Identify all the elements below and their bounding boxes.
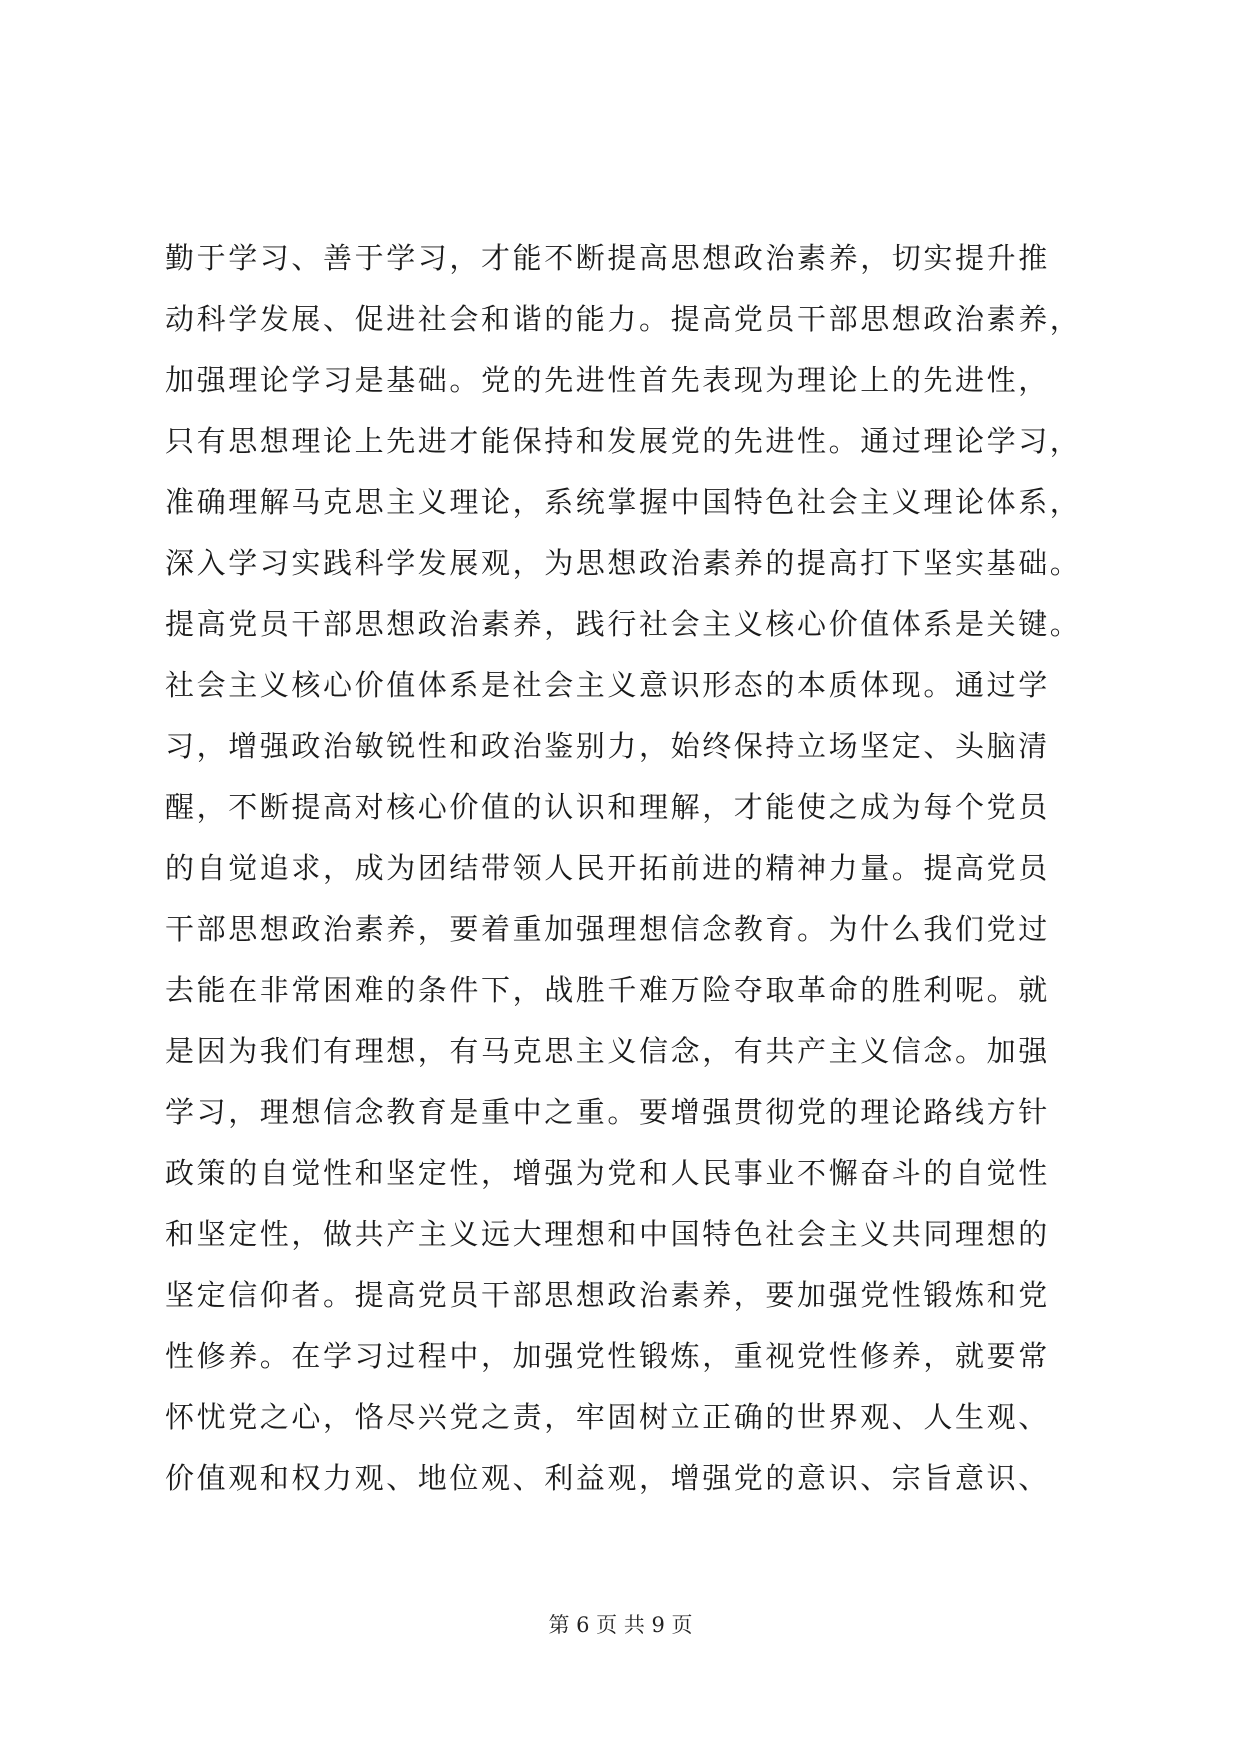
text-line: 准确理解马克思主义理论，系统掌握中国特色社会主义理论体系，	[165, 485, 1082, 519]
text-line: 加强理论学习是基础。党的先进性首先表现为理论上的先进性，	[165, 363, 1050, 397]
text-line: 醒，不断提高对核心价值的认识和理解，才能使之成为每个党员	[165, 790, 1050, 824]
text-line: 是因为我们有理想，有马克思主义信念，有共产主义信念。加强	[165, 1034, 1050, 1068]
page-footer	[0, 1610, 1241, 1640]
text-line: 学习，理想信念教育是重中之重。要增强贯彻党的理论路线方针	[165, 1095, 1050, 1129]
text-line: 动科学发展、促进社会和谐的能力。提高党员干部思想政治素养，	[165, 302, 1082, 336]
text-line: 习，增强政治敏锐性和政治鉴别力，始终保持立场坚定、头脑清	[165, 729, 1050, 763]
text-line: 和坚定性，做共产主义远大理想和中国特色社会主义共同理想的	[165, 1217, 1050, 1251]
text-line: 勤于学习、善于学习，才能不断提高思想政治素养，切实提升推	[165, 241, 1050, 275]
text-line: 政策的自觉性和坚定性，增强为党和人民事业不懈奋斗的自觉性	[165, 1156, 1050, 1190]
text-line: 去能在非常困难的条件下，战胜千难万险夺取革命的胜利呢。就	[165, 973, 1050, 1007]
text-line: 性修养。在学习过程中，加强党性锻炼，重视党性修养，就要常	[165, 1339, 1050, 1373]
text-line: 价值观和权力观、地位观、利益观，增强党的意识、宗旨意识、	[165, 1461, 1050, 1495]
page-number-indicator: 第 6 页 共 9 页	[548, 1613, 693, 1637]
text-line: 只有思想理论上先进才能保持和发展党的先进性。通过理论学习，	[165, 424, 1082, 458]
text-line: 的自觉追求，成为团结带领人民开拓前进的精神力量。提高党员	[165, 851, 1050, 885]
text-line: 深入学习实践科学发展观，为思想政治素养的提高打下坚实基础。	[165, 546, 1082, 580]
text-line: 干部思想政治素养，要着重加强理想信念教育。为什么我们党过	[165, 912, 1050, 946]
text-line: 社会主义核心价值体系是社会主义意识形态的本质体现。通过学	[165, 668, 1050, 702]
text-line: 坚定信仰者。提高党员干部思想政治素养，要加强党性锻炼和党	[165, 1278, 1050, 1312]
text-line: 怀忧党之心，恪尽兴党之责，牢固树立正确的世界观、人生观、	[165, 1400, 1050, 1434]
body-text	[165, 228, 1105, 1509]
text-line: 提高党员干部思想政治素养，践行社会主义核心价值体系是关键。	[165, 607, 1082, 641]
